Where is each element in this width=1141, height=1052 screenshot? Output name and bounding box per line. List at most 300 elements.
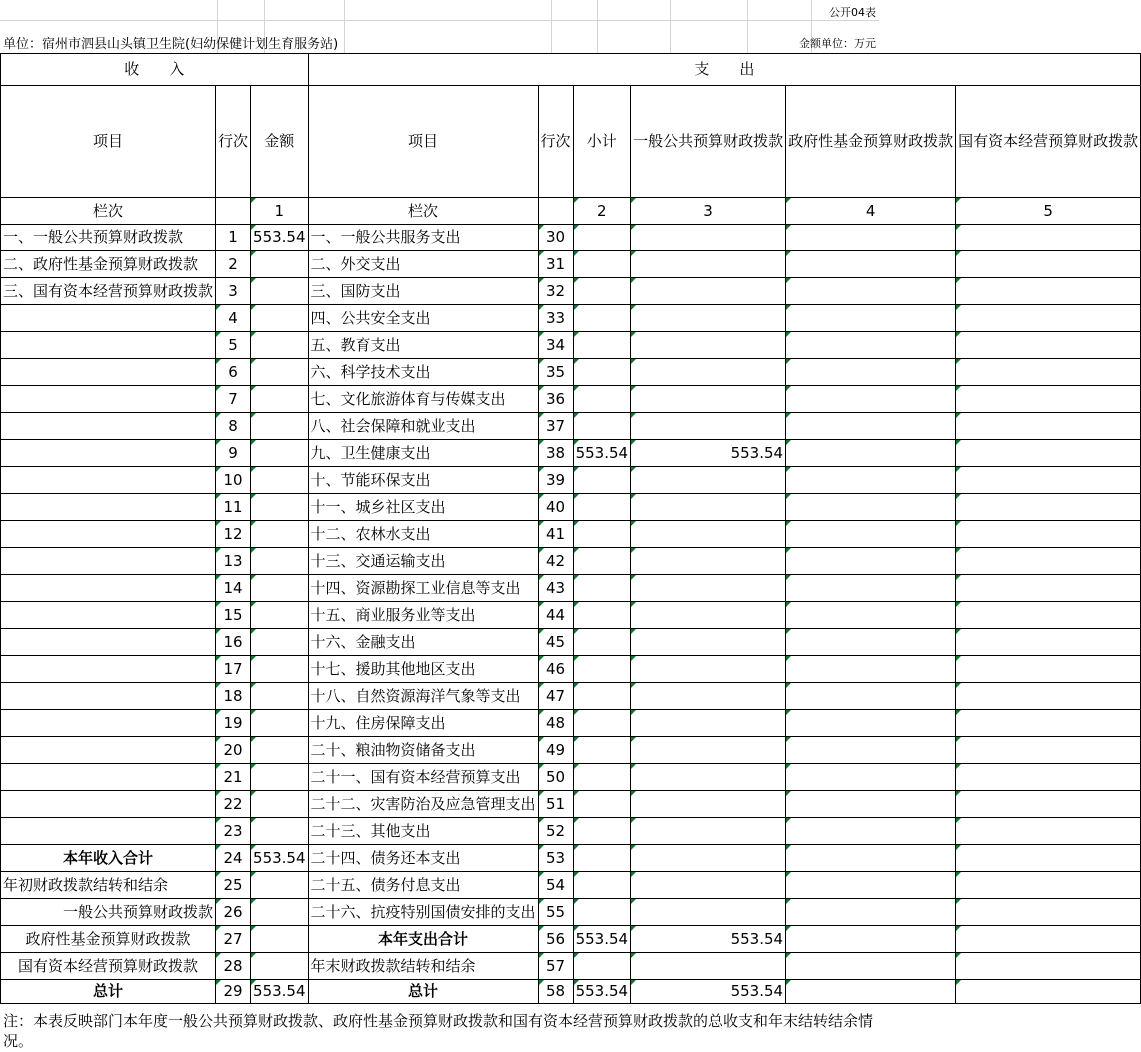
income-item: 三、国有资本经营预算财政拨款	[1, 278, 216, 305]
general-budget-value	[631, 629, 786, 656]
income-amount	[251, 953, 309, 980]
general-budget-value	[631, 359, 786, 386]
income-item	[1, 305, 216, 332]
table-row	[1, 872, 1141, 899]
subtotal-value	[573, 683, 631, 710]
income-amount	[251, 386, 309, 413]
general-budget-value	[631, 278, 786, 305]
income-amount	[251, 305, 309, 332]
general-budget-value	[631, 251, 786, 278]
expense-row-no: 51	[538, 791, 573, 818]
income-row-no: 19	[216, 710, 251, 737]
income-row-no: 27	[216, 926, 251, 953]
expense-item: 二十三、其他支出	[308, 818, 538, 845]
income-amount	[251, 548, 309, 575]
table-row	[1, 548, 1141, 575]
state-capital-value	[956, 440, 1141, 467]
income-row-no: 22	[216, 791, 251, 818]
expense-row-no: 57	[538, 953, 573, 980]
general-budget-value	[631, 494, 786, 521]
income-row-no: 8	[216, 413, 251, 440]
expense-row-no: 33	[538, 305, 573, 332]
expense-item: 年末财政拨款结转和结余	[308, 953, 538, 980]
income-item	[1, 359, 216, 386]
expense-item: 十一、城乡社区支出	[308, 494, 538, 521]
expense-row-no: 45	[538, 629, 573, 656]
income-amount	[251, 683, 309, 710]
income-item: 一般公共预算财政拨款	[1, 899, 216, 926]
income-row-no-header: 行次	[216, 86, 251, 198]
table-row	[1, 818, 1141, 845]
expense-item: 二十五、债务付息支出	[308, 872, 538, 899]
state-capital-value	[956, 764, 1141, 791]
subtotal-value	[573, 737, 631, 764]
gov-fund-value	[786, 467, 956, 494]
income-row-no: 14	[216, 575, 251, 602]
income-row-no: 10	[216, 467, 251, 494]
table-row	[1, 467, 1141, 494]
general-budget-value	[631, 683, 786, 710]
gov-fund-value	[786, 683, 956, 710]
subtotal-value	[573, 278, 631, 305]
income-item	[1, 575, 216, 602]
general-budget-value	[631, 225, 786, 251]
expense-row-no: 50	[538, 764, 573, 791]
subtotal-value	[573, 413, 631, 440]
general-budget-header: 一般公共预算财政拨款	[631, 86, 786, 198]
general-budget-value	[631, 386, 786, 413]
income-item	[1, 548, 216, 575]
general-budget-value	[631, 332, 786, 359]
expense-row-no: 53	[538, 845, 573, 872]
income-row-no: 16	[216, 629, 251, 656]
expense-item: 七、文化旅游体育与传媒支出	[308, 386, 538, 413]
state-capital-value	[956, 899, 1141, 926]
general-budget-value: 553.54	[631, 440, 786, 467]
state-capital-value	[956, 413, 1141, 440]
general-budget-value	[631, 737, 786, 764]
income-item	[1, 602, 216, 629]
state-capital-value	[956, 629, 1141, 656]
gov-fund-value	[786, 494, 956, 521]
subtotal-value	[573, 548, 631, 575]
column-no-5: 5	[956, 198, 1141, 225]
income-row-no: 6	[216, 359, 251, 386]
income-amount	[251, 629, 309, 656]
general-budget-value	[631, 656, 786, 683]
expense-row-no: 55	[538, 899, 573, 926]
expense-item-header: 项目	[308, 86, 538, 198]
expense-item: 本年支出合计	[308, 926, 538, 953]
expense-item: 十七、援助其他地区支出	[308, 656, 538, 683]
general-budget-value	[631, 845, 786, 872]
gov-fund-value	[786, 953, 956, 980]
expense-item: 八、社会保障和就业支出	[308, 413, 538, 440]
general-budget-value	[631, 953, 786, 980]
income-amount	[251, 791, 309, 818]
expense-row-no-header: 行次	[538, 86, 573, 198]
income-row-no: 25	[216, 872, 251, 899]
subtotal-value	[573, 575, 631, 602]
income-row-no: 21	[216, 764, 251, 791]
income-item: 年初财政拨款结转和结余	[1, 872, 216, 899]
subtotal-value	[573, 305, 631, 332]
state-capital-value	[956, 926, 1141, 953]
table-row	[1, 602, 1141, 629]
expense-row-no: 54	[538, 872, 573, 899]
income-item	[1, 332, 216, 359]
income-amount	[251, 575, 309, 602]
subtotal-value: 553.54	[573, 440, 631, 467]
gov-fund-value	[786, 305, 956, 332]
general-budget-value	[631, 305, 786, 332]
income-row-no: 23	[216, 818, 251, 845]
subtotal-value: 553.54	[573, 926, 631, 953]
income-item: 国有资本经营预算财政拨款	[1, 953, 216, 980]
state-capital-value	[956, 845, 1141, 872]
income-row-no: 18	[216, 683, 251, 710]
general-budget-value	[631, 791, 786, 818]
subtotal-value	[573, 359, 631, 386]
income-row-no: 24	[216, 845, 251, 872]
table-row	[1, 332, 1141, 359]
table-row	[1, 980, 1141, 1004]
gov-fund-value	[786, 872, 956, 899]
income-item	[1, 818, 216, 845]
table-row	[1, 737, 1141, 764]
expense-item: 六、科学技术支出	[308, 359, 538, 386]
table-row	[1, 494, 1141, 521]
expense-item: 九、卫生健康支出	[308, 440, 538, 467]
gov-fund-value	[786, 413, 956, 440]
income-row-no: 9	[216, 440, 251, 467]
state-capital-value	[956, 251, 1141, 278]
general-budget-value	[631, 818, 786, 845]
gov-fund-value	[786, 926, 956, 953]
gov-fund-value	[786, 359, 956, 386]
subtotal-value	[573, 332, 631, 359]
amount-unit: 金额单位：万元	[799, 37, 876, 50]
gov-fund-value	[786, 980, 956, 1004]
state-capital-value	[956, 602, 1141, 629]
income-row-no: 28	[216, 953, 251, 980]
income-amount	[251, 494, 309, 521]
income-row-no: 20	[216, 737, 251, 764]
table-row	[1, 926, 1141, 953]
income-row-no: 12	[216, 521, 251, 548]
table-row	[1, 791, 1141, 818]
state-capital-value	[956, 791, 1141, 818]
income-item	[1, 521, 216, 548]
subtotal-value	[573, 386, 631, 413]
expense-row-no: 52	[538, 818, 573, 845]
expense-row-no: 32	[538, 278, 573, 305]
form-code: 公开04表	[829, 6, 876, 19]
expense-item: 十三、交通运输支出	[308, 548, 538, 575]
expense-row-no: 40	[538, 494, 573, 521]
income-amount	[251, 251, 309, 278]
income-item: 一、一般公共预算财政拨款	[1, 225, 216, 251]
state-capital-value	[956, 683, 1141, 710]
income-amount	[251, 818, 309, 845]
expense-row-no: 31	[538, 251, 573, 278]
state-capital-value	[956, 494, 1141, 521]
state-capital-value	[956, 656, 1141, 683]
income-item	[1, 656, 216, 683]
gov-fund-value	[786, 791, 956, 818]
subtotal-value	[573, 818, 631, 845]
table-row	[1, 305, 1141, 332]
state-capital-value	[956, 818, 1141, 845]
general-budget-value	[631, 575, 786, 602]
income-row-no: 5	[216, 332, 251, 359]
gov-fund-value	[786, 899, 956, 926]
table-row	[1, 899, 1141, 926]
expense-item: 十、节能环保支出	[308, 467, 538, 494]
income-item: 二、政府性基金预算财政拨款	[1, 251, 216, 278]
subtotal-value	[573, 467, 631, 494]
general-budget-value	[631, 764, 786, 791]
gov-fund-value	[786, 602, 956, 629]
income-item	[1, 413, 216, 440]
state-capital-value	[956, 305, 1141, 332]
table-row	[1, 413, 1141, 440]
state-capital-value	[956, 737, 1141, 764]
income-amount	[251, 521, 309, 548]
state-capital-value	[956, 953, 1141, 980]
income-item	[1, 467, 216, 494]
expense-row-no: 58	[538, 980, 573, 1004]
general-budget-value	[631, 710, 786, 737]
income-item: 本年收入合计	[1, 845, 216, 872]
expense-item: 二十一、国有资本经营预算支出	[308, 764, 538, 791]
income-amount: 553.54	[251, 980, 309, 1004]
general-budget-value	[631, 413, 786, 440]
income-amount: 553.54	[251, 225, 309, 251]
expense-item: 十八、自然资源海洋气象等支出	[308, 683, 538, 710]
column-no-label: 栏次	[308, 198, 538, 225]
state-capital-value	[956, 872, 1141, 899]
income-item	[1, 386, 216, 413]
gov-fund-value	[786, 386, 956, 413]
column-no-label: 栏次	[1, 198, 216, 225]
gov-fund-value	[786, 818, 956, 845]
expense-item: 二、外交支出	[308, 251, 538, 278]
income-row-no: 7	[216, 386, 251, 413]
state-capital-value	[956, 980, 1141, 1004]
expense-row-no: 30	[538, 225, 573, 251]
unit-label: 单位：宿州市泗县山头镇卫生院(妇幼保健计划生育服务站)	[3, 37, 339, 52]
gov-fund-value	[786, 629, 956, 656]
expense-item: 二十、粮油物资储备支出	[308, 737, 538, 764]
income-item: 政府性基金预算财政拨款	[1, 926, 216, 953]
state-capital-value	[956, 359, 1141, 386]
income-amount	[251, 359, 309, 386]
state-capital-value	[956, 332, 1141, 359]
income-row-no: 17	[216, 656, 251, 683]
table-row	[1, 629, 1141, 656]
income-item	[1, 629, 216, 656]
state-capital-value	[956, 278, 1141, 305]
income-amount	[251, 440, 309, 467]
income-item	[1, 710, 216, 737]
table-row	[1, 710, 1141, 737]
footnote: 注：本表反映部门本年度一般公共预算财政拨款、政府性基金预算财政拨款和国有资本经营预算财政拨款的总收支和年末结转结余情况。	[3, 1012, 874, 1050]
state-capital-value	[956, 548, 1141, 575]
gov-fund-value	[786, 710, 956, 737]
gov-fund-header: 政府性基金预算财政拨款	[786, 86, 956, 198]
expense-item: 一、一般公共服务支出	[308, 225, 538, 251]
general-budget-value	[631, 602, 786, 629]
income-amount	[251, 413, 309, 440]
state-capital-value	[956, 386, 1141, 413]
expense-row-no: 46	[538, 656, 573, 683]
table-row	[1, 683, 1141, 710]
income-item: 总计	[1, 980, 216, 1004]
expense-item: 十五、商业服务业等支出	[308, 602, 538, 629]
general-budget-value	[631, 521, 786, 548]
column-no-3: 3	[631, 198, 786, 225]
gov-fund-value	[786, 737, 956, 764]
gov-fund-value	[786, 575, 956, 602]
income-item	[1, 683, 216, 710]
subtotal-value	[573, 494, 631, 521]
gov-fund-value	[786, 521, 956, 548]
table-row	[1, 656, 1141, 683]
expense-item: 十四、资源勘探工业信息等支出	[308, 575, 538, 602]
expense-row-no: 38	[538, 440, 573, 467]
income-amount-header: 金额	[251, 86, 309, 198]
income-amount	[251, 737, 309, 764]
gov-fund-value	[786, 251, 956, 278]
gov-fund-value	[786, 332, 956, 359]
expense-row-no: 35	[538, 359, 573, 386]
subtotal-value	[573, 899, 631, 926]
column-no-2: 2	[573, 198, 631, 225]
income-row-no: 11	[216, 494, 251, 521]
subtotal-value	[573, 521, 631, 548]
income-item	[1, 737, 216, 764]
income-row-no: 3	[216, 278, 251, 305]
general-budget-value	[631, 548, 786, 575]
subtotal-value	[573, 602, 631, 629]
subtotal-value	[573, 251, 631, 278]
state-capital-value	[956, 225, 1141, 251]
expense-item: 三、国防支出	[308, 278, 538, 305]
income-amount	[251, 602, 309, 629]
subtotal-value	[573, 872, 631, 899]
table-row	[1, 845, 1141, 872]
table-row	[1, 386, 1141, 413]
table-row	[1, 575, 1141, 602]
general-budget-value	[631, 467, 786, 494]
expense-item: 二十二、灾害防治及应急管理支出	[308, 791, 538, 818]
income-amount	[251, 467, 309, 494]
state-capital-value	[956, 710, 1141, 737]
expense-item: 十九、住房保障支出	[308, 710, 538, 737]
gov-fund-value	[786, 278, 956, 305]
subtotal-value	[573, 845, 631, 872]
table-row	[1, 953, 1141, 980]
state-capital-header: 国有资本经营预算财政拨款	[956, 86, 1141, 198]
subtotal-value	[573, 629, 631, 656]
fiscal-appropriation-table	[0, 53, 1141, 1004]
expense-row-no: 56	[538, 926, 573, 953]
table-row	[1, 521, 1141, 548]
table-row	[1, 278, 1141, 305]
income-item-header: 项目	[1, 86, 216, 198]
general-budget-value: 553.54	[631, 980, 786, 1004]
expense-item: 十六、金融支出	[308, 629, 538, 656]
column-no-4: 4	[786, 198, 956, 225]
state-capital-value	[956, 575, 1141, 602]
gov-fund-value	[786, 440, 956, 467]
income-amount	[251, 278, 309, 305]
table-row	[1, 359, 1141, 386]
column-no-blank	[538, 198, 573, 225]
income-amount	[251, 926, 309, 953]
expense-row-no: 41	[538, 521, 573, 548]
income-row-no: 13	[216, 548, 251, 575]
expense-row-no: 42	[538, 548, 573, 575]
expense-row-no: 49	[538, 737, 573, 764]
state-capital-value	[956, 521, 1141, 548]
subtotal-value	[573, 764, 631, 791]
income-amount	[251, 764, 309, 791]
expense-row-no: 44	[538, 602, 573, 629]
subtotal-value	[573, 225, 631, 251]
expense-row-no: 34	[538, 332, 573, 359]
subtotal-value: 553.54	[573, 980, 631, 1004]
income-amount	[251, 872, 309, 899]
expense-row-no: 48	[538, 710, 573, 737]
expense-row-no: 36	[538, 386, 573, 413]
subtotal-value	[573, 710, 631, 737]
income-item	[1, 791, 216, 818]
table-row	[1, 225, 1141, 251]
general-budget-value: 553.54	[631, 926, 786, 953]
income-row-no: 15	[216, 602, 251, 629]
expense-item: 五、教育支出	[308, 332, 538, 359]
gov-fund-value	[786, 225, 956, 251]
table-body	[1, 225, 1141, 1004]
expense-item: 二十六、抗疫特别国债安排的支出	[308, 899, 538, 926]
general-budget-value	[631, 899, 786, 926]
subtotal-value	[573, 953, 631, 980]
income-amount: 553.54	[251, 845, 309, 872]
gov-fund-value	[786, 656, 956, 683]
expense-row-no: 37	[538, 413, 573, 440]
expense-row-no: 39	[538, 467, 573, 494]
table-row	[1, 764, 1141, 791]
table-row	[1, 251, 1141, 278]
general-budget-value	[631, 872, 786, 899]
column-no-1: 1	[251, 198, 309, 225]
income-amount	[251, 332, 309, 359]
income-row-no: 2	[216, 251, 251, 278]
income-item	[1, 440, 216, 467]
expense-item: 总计	[308, 980, 538, 1004]
income-amount	[251, 710, 309, 737]
gov-fund-value	[786, 845, 956, 872]
state-capital-value	[956, 467, 1141, 494]
column-no-blank	[216, 198, 251, 225]
income-amount	[251, 899, 309, 926]
income-row-no: 4	[216, 305, 251, 332]
expense-header: 支 出	[308, 54, 1141, 86]
income-item	[1, 764, 216, 791]
subtotal-header: 小计	[573, 86, 631, 198]
